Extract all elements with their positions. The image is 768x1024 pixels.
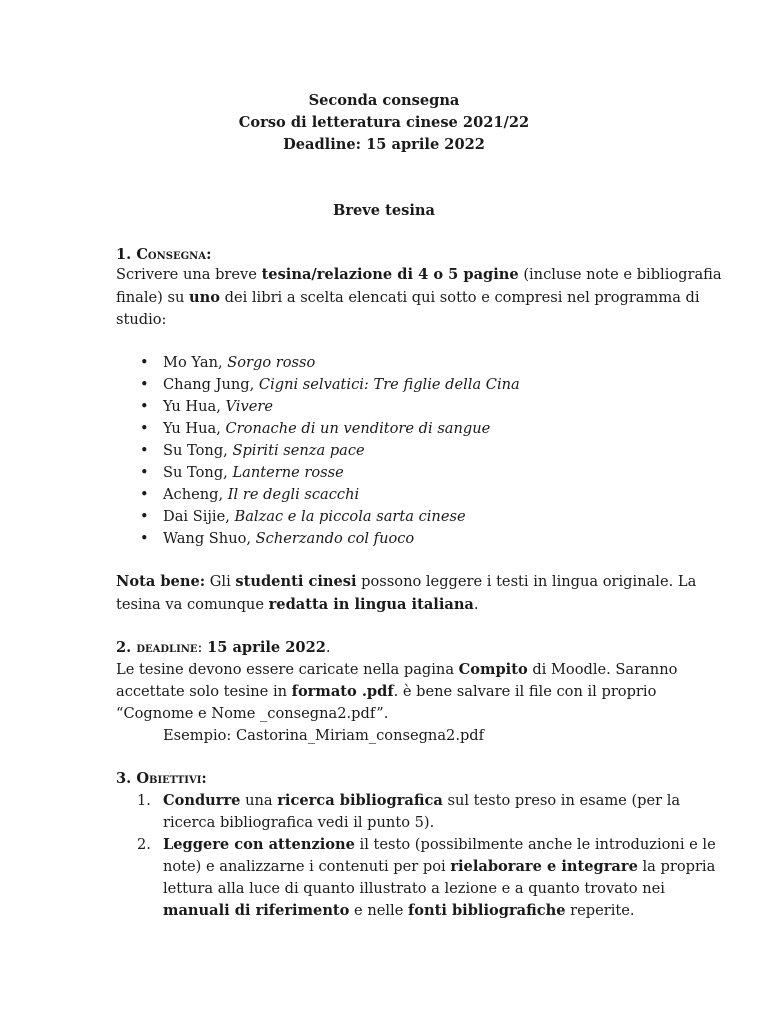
list-item: Su Tong, Lanterne rosse xyxy=(163,464,344,481)
list-number: 2. xyxy=(137,836,151,853)
list-item: Su Tong, Spiriti senza pace xyxy=(163,442,365,459)
doc-title-line3: Deadline: 15 aprile 2022 xyxy=(283,136,485,153)
nota-bene-line2: tesina va comunque redatta in lingua italiana. xyxy=(116,596,479,613)
objective-item2-line3: lettura alla luce di quanto illustrato a lezione e a quanto trovato nei xyxy=(163,880,665,897)
section1-paragraph-line1: Scrivere una breve tesina/relazione di 4 o 5 pagine (incluse note e bibliografia xyxy=(116,266,722,283)
doc-subtitle: Breve tesina xyxy=(332,202,435,219)
bullet: • xyxy=(140,486,149,503)
bullet: • xyxy=(140,464,149,481)
section2-example: Esempio: Castorina_Miriam_consegna2.pdf xyxy=(163,727,485,744)
list-item: Chang Jung, Cigni selvatici: Tre figlie della Cina xyxy=(163,376,520,393)
doc-title-line2: Corso di letteratura cinese 2021/22 xyxy=(238,114,530,131)
objective-item2-line1: Leggere con attenzione il testo (possibilmente anche le introduzioni e le xyxy=(163,836,716,853)
bullet: • xyxy=(140,442,149,459)
list-item: Dai Sijie, Balzac e la piccola sarta cinese xyxy=(163,508,466,525)
section1-heading: 1. Consegna: xyxy=(116,246,212,263)
bullet: • xyxy=(140,398,149,415)
bullet: • xyxy=(140,530,149,547)
bullet: • xyxy=(140,508,149,525)
objective-item1-line1: Condurre una ricerca bibliografica sul testo preso in esame (per la xyxy=(163,792,681,809)
objective-item2-line2: note) e analizzarne i contenuti per poi rielaborare e integrare la propria xyxy=(163,858,716,875)
section1-paragraph-line2: finale) su uno dei libri a scelta elencati qui sotto e compresi nel programma di xyxy=(116,289,700,306)
nota-bene-line1: Nota bene: Gli studenti cinesi possono leggere i testi in lingua originale. La xyxy=(116,573,697,590)
list-item: Acheng, Il re degli scacchi xyxy=(163,486,360,503)
list-item: Wang Shuo, Scherzando col fuoco xyxy=(163,530,415,547)
objective-item1-line2: ricerca bibliografica vedi il punto 5). xyxy=(163,814,435,831)
list-item: Yu Hua, Cronache di un venditore di sangue xyxy=(163,420,491,437)
section2-line3: “Cognome e Nome _consegna2.pdf”. xyxy=(116,705,389,722)
section1-paragraph-line3: studio: xyxy=(116,311,167,328)
section2-heading: 2. deadline: 15 aprile 2022. xyxy=(116,639,331,656)
bullet: • xyxy=(140,420,149,437)
bullet: • xyxy=(140,376,149,393)
doc-title-line1: Seconda consegna xyxy=(308,92,460,109)
objective-item2-line4: manuali di riferimento e nelle fonti bibliografiche reperite. xyxy=(163,902,635,919)
list-item: Mo Yan, Sorgo rosso xyxy=(163,354,316,371)
bullet: • xyxy=(140,354,149,371)
section2-line2: accettate solo tesine in formato .pdf. è bene salvare il file con il proprio xyxy=(116,683,657,700)
list-number: 1. xyxy=(137,792,151,809)
list-item: Yu Hua, Vivere xyxy=(163,398,273,415)
section3-heading: 3. Obiettivi: xyxy=(116,770,207,787)
section2-line1: Le tesine devono essere caricate nella pagina Compito di Moodle. Saranno xyxy=(116,661,678,678)
